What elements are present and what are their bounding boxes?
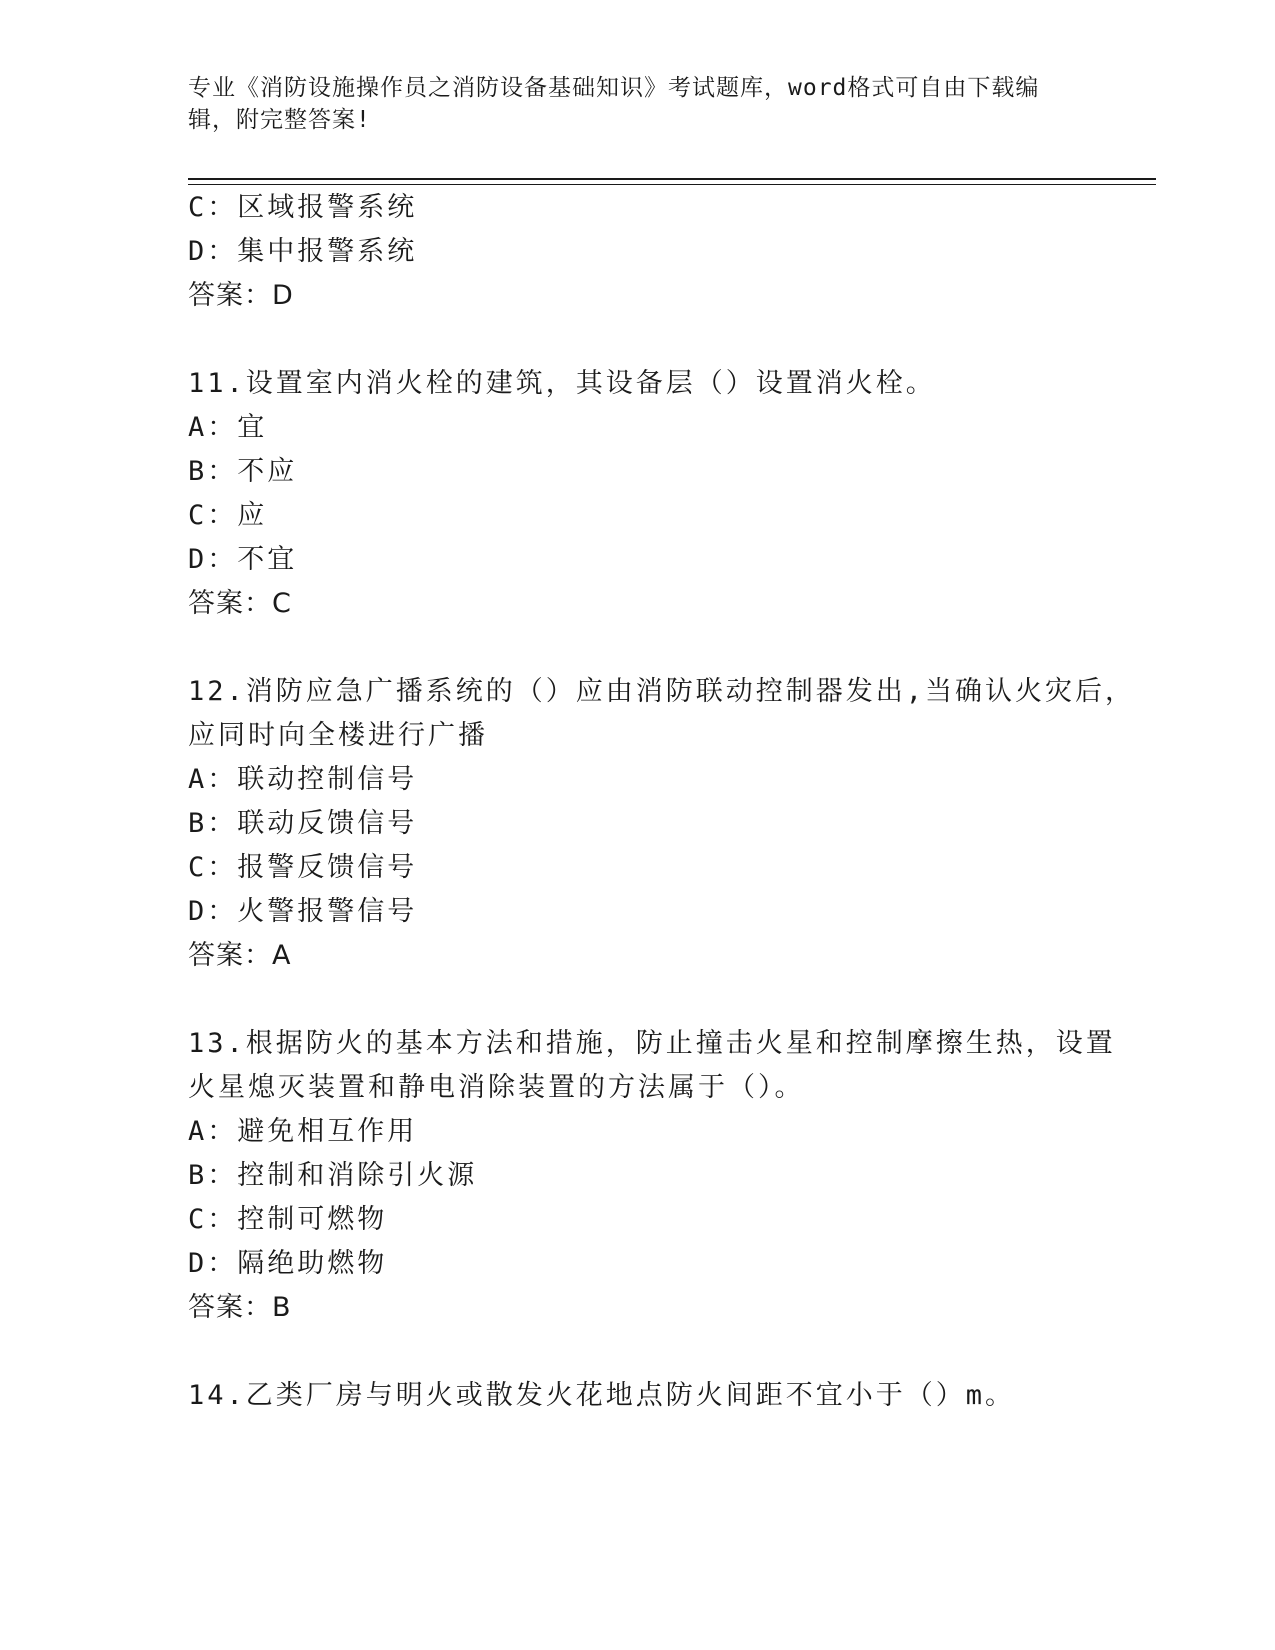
q12-option-c: C：报警反馈信号 bbox=[188, 852, 418, 883]
q12-option-b: B：联动反馈信号 bbox=[188, 808, 418, 839]
q13-option-a: A：避免相互作用 bbox=[188, 1116, 418, 1147]
prev-option-d: D：集中报警系统 bbox=[188, 236, 418, 267]
q12-answer: 答案：A bbox=[188, 940, 292, 971]
q13-answer: 答案：B bbox=[188, 1292, 292, 1323]
q12-option-a: A：联动控制信号 bbox=[188, 764, 418, 795]
q13-stem-line-2: 火星熄灭装置和静电消除装置的方法属于（）。 bbox=[188, 1072, 805, 1103]
q13-option-c: C：控制可燃物 bbox=[188, 1204, 388, 1235]
q11-answer: 答案：C bbox=[188, 588, 292, 619]
q11-option-d: D：不宜 bbox=[188, 544, 298, 575]
q13-option-d: D：隔绝助燃物 bbox=[188, 1248, 388, 1279]
q12-stem-line-2: 应同时向全楼进行广播 bbox=[188, 720, 488, 751]
prev-option-c: C：区域报警系统 bbox=[188, 192, 418, 223]
q13-stem-line-1: 13.根据防火的基本方法和措施，防止撞击火星和控制摩擦生热，设置 bbox=[188, 1028, 1116, 1059]
q11-option-c: C：应 bbox=[188, 500, 268, 531]
document-header bbox=[188, 72, 1088, 136]
q13-option-b: B：控制和消除引火源 bbox=[188, 1160, 478, 1191]
header-line-1: 专业《消防设施操作员之消防设备基础知识》考试题库，word格式可自由下载编 bbox=[188, 75, 1040, 101]
q11-stem: 11.设置室内消火栓的建筑，其设备层（）设置消火栓。 bbox=[188, 368, 936, 399]
q12-stem-line-1: 12.消防应急广播系统的（）应由消防联动控制器发出,当确认火灾后， bbox=[188, 676, 1136, 707]
q12-option-d: D：火警报警信号 bbox=[188, 896, 418, 927]
q14-stem: 14.乙类厂房与明火或散发火花地点防火间距不宜小于（）m。 bbox=[188, 1380, 1016, 1411]
prev-answer: 答案：D bbox=[188, 280, 294, 311]
header-divider-thin bbox=[188, 184, 1156, 185]
q11-option-b: B：不应 bbox=[188, 456, 298, 487]
header-divider-thick bbox=[188, 178, 1156, 180]
q11-option-a: A：宜 bbox=[188, 412, 268, 443]
header-line-2: 辑，附完整答案! bbox=[188, 107, 371, 133]
